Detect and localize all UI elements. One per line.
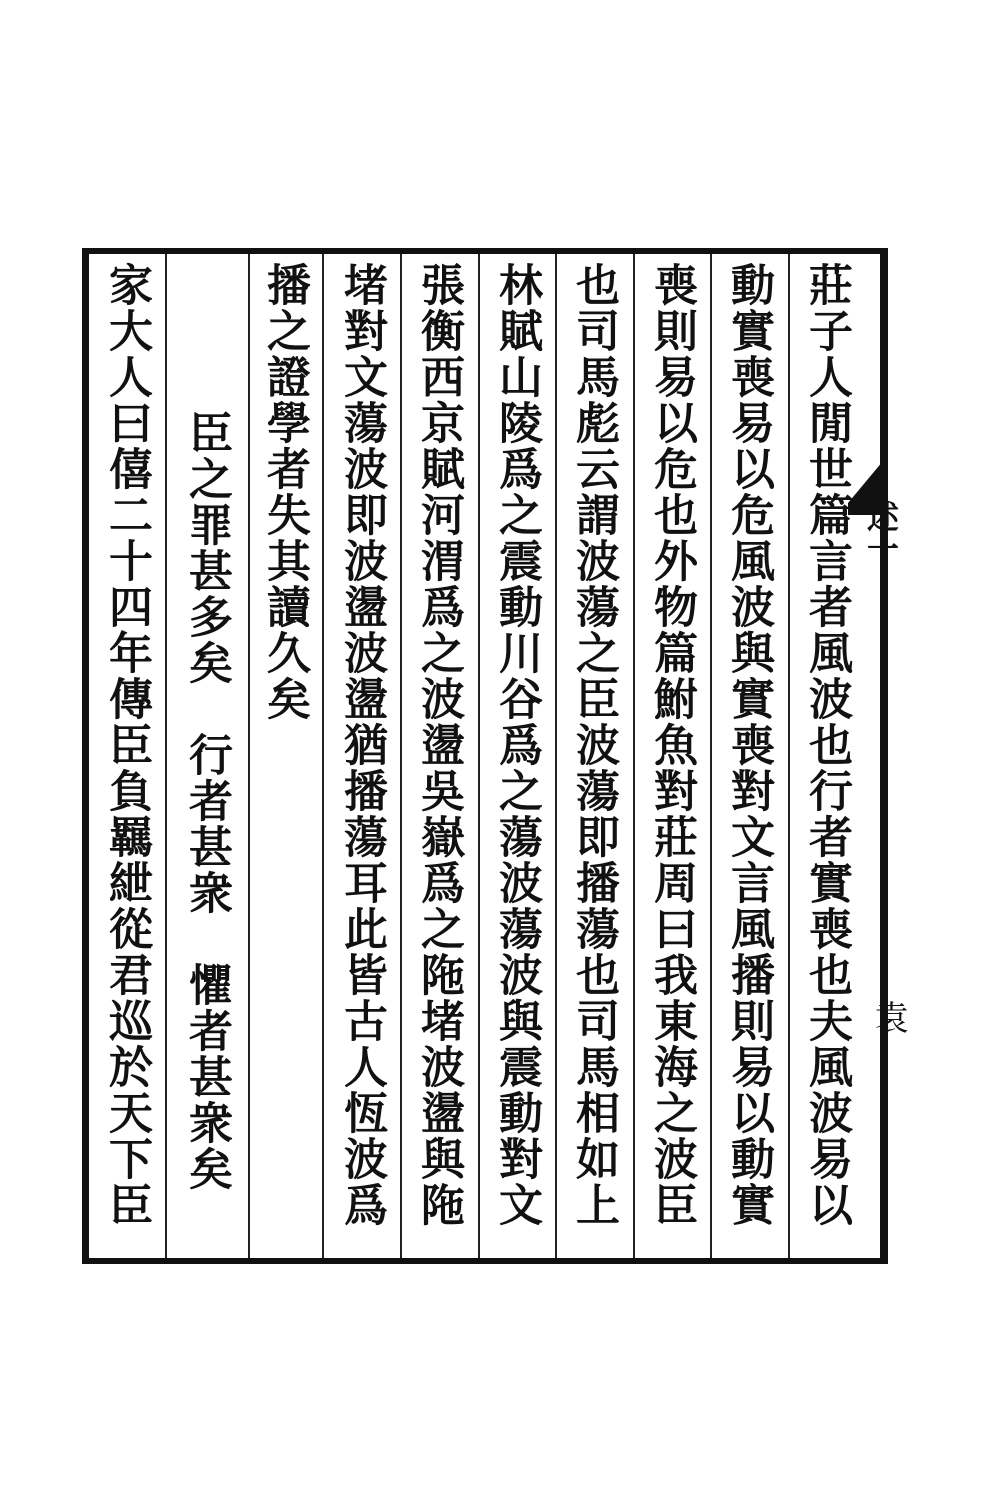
text-column-10: 家大人曰僖二十四年傳臣負羈紲從君巡於天下臣 <box>101 262 152 1228</box>
column-rule <box>165 254 167 1258</box>
fold-title: 述一 <box>862 500 900 564</box>
text-column-7: 堵對文蕩波即波盪波盪猶播蕩耳此皆古人恆波爲 <box>336 262 387 1228</box>
column-rule <box>248 254 250 1258</box>
page-border-right-edge <box>880 248 888 1264</box>
text-column-5: 林賦山陵爲之震動川谷爲之蕩波蕩波與震動對文 <box>491 262 542 1228</box>
column-rule <box>633 254 635 1258</box>
column-rule <box>478 254 480 1258</box>
text-column-6: 張衡西京賦河渭爲之波盪吳嶽爲之陁堵波盪與陁 <box>413 262 464 1228</box>
text-column-2: 動實喪易以危風波與實喪對文言風播則易以動實 <box>723 262 774 1228</box>
column-rule <box>555 254 557 1258</box>
text-column-4: 也司馬彪云謂波蕩之臣波蕩即播蕩也司馬相如上 <box>568 262 619 1228</box>
text-column-3: 喪則易以危也外物篇鮒魚對莊周曰我東海之波臣 <box>646 262 697 1228</box>
text-column-8: 播之證學者失其讀久矣 <box>259 262 310 722</box>
fold-right-fragment: 袁 <box>868 1000 908 1034</box>
column-rule <box>788 254 790 1258</box>
column-rule <box>322 254 324 1258</box>
column-rule <box>710 254 712 1258</box>
text-column-1: 莊子人閒世篇言者風波也行者實喪也夫風波易以 <box>801 262 852 1228</box>
text-column-9: 臣之罪甚多矣 行者甚衆 懼者甚衆矣 <box>181 410 232 1192</box>
column-rule <box>400 254 402 1258</box>
